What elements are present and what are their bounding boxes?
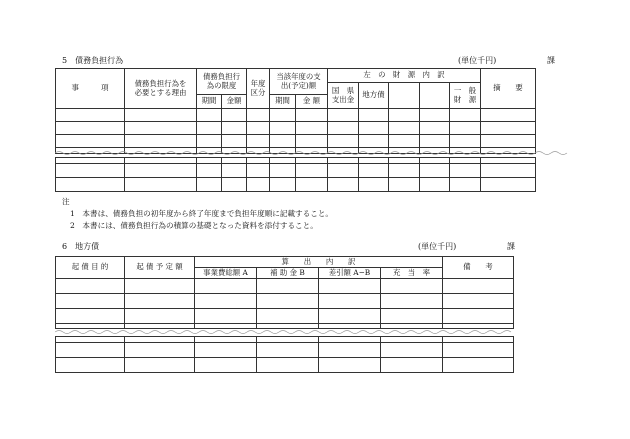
table-row: [56, 324, 514, 329]
local-bond-table: [55, 256, 514, 329]
section6-unit: (単位千円): [418, 242, 457, 251]
section6-title: 6 地方債: [62, 242, 100, 251]
header-kuni: 国 県 支出金: [328, 83, 359, 109]
table-break-wave: [55, 150, 568, 156]
table-row: [56, 343, 514, 358]
local-bond-table-lower: [55, 336, 514, 373]
table-row: [56, 135, 536, 148]
header-chihousai: 地方債: [359, 83, 389, 109]
table-row: [56, 178, 536, 192]
table-row: [56, 122, 536, 135]
header-kisai-mokuteki: 起 債 目 的: [56, 257, 125, 279]
section5-unit: (単位千円): [458, 56, 497, 65]
header-kisai-yotei: 起 債 予 定 額: [125, 257, 195, 279]
header-sashihiki: 差引額 A−B: [319, 268, 381, 279]
notes-heading: 注: [62, 197, 70, 206]
section5-title: 5 債務負担行為: [62, 56, 124, 65]
header-jigyou: 事業費総額 A: [195, 268, 257, 279]
table-row: [56, 294, 514, 309]
debt-burden-table: [55, 68, 536, 154]
header-kingaku2: 金 額: [296, 95, 328, 109]
header-kikan2: 期間: [270, 95, 296, 109]
header-kingaku: 金額: [222, 95, 247, 109]
note-2: 2 本書には、債務負担行為の積算の基礎となった資料を添付すること。: [70, 221, 318, 230]
header-toto: 当該年度の支 出(予定)額: [270, 69, 328, 95]
header-limit: 債務負担行 為の限度: [197, 69, 247, 95]
header-hojo: 補 助 金 B: [257, 268, 319, 279]
header-reason: 債務負担行為を 必要とする理由: [125, 69, 197, 109]
table-row: [56, 358, 514, 373]
header-bikou: 備 考: [443, 257, 514, 279]
table-row: [56, 109, 536, 122]
table-row: [56, 279, 514, 294]
header-sanshutsu: 算 出 内 訳: [195, 257, 443, 268]
note-1: 1 本書は、債務負担の初年度から終了年度まで負担年度順に記載すること。: [70, 209, 334, 218]
table-row: [56, 164, 536, 178]
header-tekiyou: 摘 要: [481, 69, 536, 109]
section5-ka: 課: [547, 56, 555, 65]
header-jikou: 事 項: [56, 69, 125, 109]
header-kikan: 期間: [197, 95, 222, 109]
debt-burden-table-lower: [55, 157, 536, 192]
header-ippan: 一 般 財 源: [450, 83, 481, 109]
header-jutou: 充 当 率: [381, 268, 443, 279]
table-break-wave-2: [55, 329, 515, 335]
header-nendo: 年度 区分: [247, 69, 270, 109]
section6-ka: 課: [507, 242, 515, 251]
header-zaigen: 左 の 財 源 内 訳: [328, 69, 481, 83]
table-row: [56, 309, 514, 324]
